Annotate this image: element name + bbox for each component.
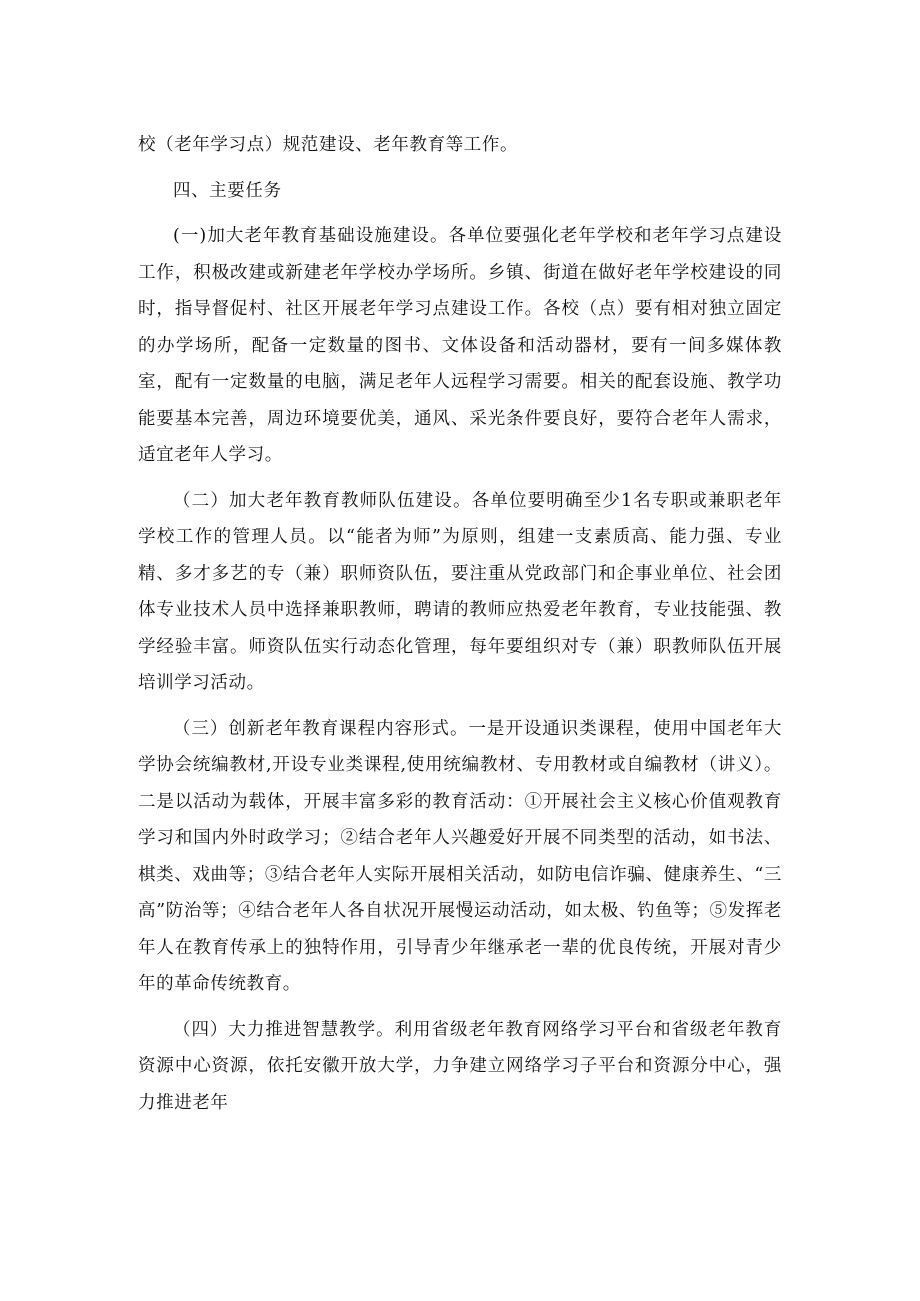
paragraph-task-2: （二）加大老年教育教师队伍建设。各单位要明确至少1名专职或兼职老年学校工作的管理人员。以“能者为师”为原则，组建一支素质高、能力强、专业精、多才多艺的专（兼）职师资队伍，要注重从党政部门和企事业单位、社会团体专业技术人员中选择兼职教师，聘请的教师应热爱老年教育，专业技能强、教学经验丰富。师资队伍实行动态化管理，每年要组织对专（兼）职教师队伍开展培训学习活动。 — [138, 490, 782, 693]
paragraph-task-1: (一)加大老年教育基础设施建设。各单位要强化老年学校和老年学习点建设工作，积极改建或新建老年学校办学场所。乡镇、街道在做好老年学校建设的同时，指导督促村、社区开展老年学习点建设工作。各校（点）要有相对独立固定的办学场所，配备一定数量的图书、文体设备和活动器材，要有一间多媒体教室，配有一定数量的电脑，满足老年人远程学习需要。相关的配套设施、教学功能要基本完善，周边环境要优美，通风、采光条件要良好，要符合老年人需求，适宜老年人学习。 — [138, 226, 782, 465]
paragraph-task-4: （四）大力推进智慧教学。利用省级老年教育网络学习平台和省级老年教育资源中心资源，依托安徽开放大学，力争建立网络学习子平台和资源分中心，强力推进老年 — [138, 1019, 782, 1113]
paragraph-task-3: （三）创新老年教育课程内容形式。一是开设通识类课程，使用中国老年大学协会统编教材,开设专业类课程,使用统编教材、专用教材或自编教材（讲义）。二是以活动为载体，开展丰富多彩的教育活动：①开展社会主义核心价值观教育学习和国内外时政学习；②结合老年人兴趣爱好开展不同类型的活动，如书法、棋类、戏曲等；③结合老年人实际开展相关活动，如防电信诈骗、健康养生、“三高”防治等；④结合老年人各自状况开展慢运动活动，如太极、钓鱼等；⑤发挥老年人在教育传承上的独特作用，引导青少年继承老一辈的优良传统，开展对青少年的革命传统教育。 — [138, 718, 782, 994]
section-heading-main-tasks: 四、主要任务 — [173, 180, 282, 201]
paragraph-continuation: 校（老年学习点）规范建设、老年教育等工作。 — [138, 135, 519, 155]
